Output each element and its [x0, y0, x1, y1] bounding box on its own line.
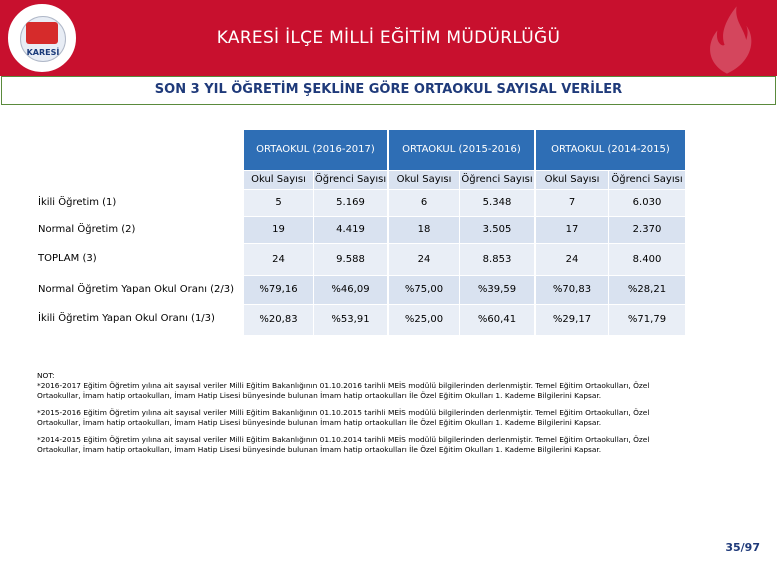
- table-cell: 2.370: [609, 217, 685, 243]
- note-line: *2014-2015 Eğitim Öğretim yılına ait sayısal veriler Milli Eğitim Bakanlığının 01.10.2014 tarihli MEİS modülü bilgilerinden derlenmiştir. Temel Eğitim Ortaokulları, Özel: [37, 435, 650, 444]
- table-cell: 6.030: [609, 190, 685, 216]
- table-cell: %75,00: [389, 276, 459, 304]
- row-label-ikili-ogretim: İkili Öğretim (1): [38, 197, 117, 208]
- page-title: KARESİ İLÇE MİLLİ EĞİTİM MÜDÜRLÜĞÜ: [216, 28, 561, 48]
- table-cell: 5.348: [460, 190, 534, 216]
- table-cell: %46,09: [314, 276, 387, 304]
- table-cell: 19: [244, 217, 313, 243]
- group-header-2015-2016: ORTAOKUL (2015-2016): [389, 130, 534, 170]
- table-cell: 5.169: [314, 190, 387, 216]
- table-cell: %39,59: [460, 276, 534, 304]
- table-cell: 18: [389, 217, 459, 243]
- table-cell: %79,16: [244, 276, 313, 304]
- sub-header-okul: Okul Sayısı: [536, 171, 608, 189]
- sub-header-okul: Okul Sayısı: [244, 171, 313, 189]
- table-cell: %20,83: [244, 305, 313, 335]
- table-cell: 24: [244, 244, 313, 275]
- torch-flame-icon: [691, 4, 763, 76]
- note-item: [37, 408, 727, 428]
- note-line: *2016-2017 Eğitim Öğretim yılına ait sayısal veriler Milli Eğitim Bakanlığının 01.10.2016 tarihli MEİS modülü bilgilerinden derlenmiştir. Temel Eğitim Ortaokulları, Özel: [37, 381, 650, 390]
- table-cell: %28,21: [609, 276, 685, 304]
- note-line: Ortaokullar, İmam hatip ortaokulları, İmam Hatip Lisesi bünyesinde bulunan İmam hatip ortaokulları İle Özel Eğitim Okulları 1. Kademe Bilgilerini Kapsar.: [37, 445, 602, 454]
- table-cell: %53,91: [314, 305, 387, 335]
- group-header-2014-2015: ORTAOKUL (2014-2015): [536, 130, 685, 170]
- table-cell: 5: [244, 190, 313, 216]
- table-cell: 24: [389, 244, 459, 275]
- table-cell: 4.419: [314, 217, 387, 243]
- note-item: [37, 435, 727, 455]
- notes-section: [37, 371, 727, 462]
- note-line: *2015-2016 Eğitim Öğretim yılına ait sayısal veriler Milli Eğitim Bakanlığının 01.10.2015 tarihli MEİS modülü bilgilerinden derlenmiştir. Temel Eğitim Ortaokulları, Özel: [37, 408, 650, 417]
- table-cell: %29,17: [536, 305, 608, 335]
- row-label-toplam: TOPLAM (3): [38, 253, 97, 264]
- section-subtitle: SON 3 YIL ÖĞRETİM ŞEKLİNE GÖRE ORTAOKUL SAYISAL VERİLER: [154, 82, 623, 97]
- sub-header-ogrenci: Öğrenci Sayısı: [460, 171, 534, 189]
- row-label-ikili-oran: İkili Öğretim Yapan Okul Oranı (1/3): [38, 313, 215, 324]
- sub-header-ogrenci: Öğrenci Sayısı: [314, 171, 387, 189]
- note-item: [37, 381, 727, 401]
- table-cell: %70,83: [536, 276, 608, 304]
- sub-header-okul: Okul Sayısı: [389, 171, 459, 189]
- note-line: Ortaokullar, İmam hatip ortaokulları, İmam Hatip Lisesi bünyesinde bulunan İmam hatip ortaokulları İle Özel Eğitim Okulları 1. Kademe Bilgilerini Kapsar.: [37, 418, 602, 427]
- page-number: 35/97: [725, 541, 760, 554]
- table-cell: %25,00: [389, 305, 459, 335]
- notes-heading: NOT:: [37, 371, 55, 380]
- table-cell: %71,79: [609, 305, 685, 335]
- subtitle-box: [1, 76, 776, 105]
- table-cell: %60,41: [460, 305, 534, 335]
- sub-header-ogrenci: Öğrenci Sayısı: [609, 171, 685, 189]
- row-label-normal-oran: Normal Öğretim Yapan Okul Oranı (2/3): [38, 284, 235, 295]
- table-cell: 6: [389, 190, 459, 216]
- logo-label: KARESİ: [26, 48, 60, 57]
- table-cell: 8.853: [460, 244, 534, 275]
- table-cell: 9.588: [314, 244, 387, 275]
- row-label-normal-ogretim: Normal Öğretim (2): [38, 224, 136, 235]
- table-cell: 3.505: [460, 217, 534, 243]
- group-header-2016-2017: ORTAOKUL (2016-2017): [244, 130, 387, 170]
- table-cell: 7: [536, 190, 608, 216]
- table-cell: 24: [536, 244, 608, 275]
- table-cell: 8.400: [609, 244, 685, 275]
- table-cell: 17: [536, 217, 608, 243]
- note-line: Ortaokullar, İmam hatip ortaokulları, İmam Hatip Lisesi bünyesinde bulunan İmam hatip ortaokulları İle Özel Eğitim Okulları 1. Kademe Bilgilerini Kapsar.: [37, 391, 602, 400]
- header-banner: [0, 0, 777, 76]
